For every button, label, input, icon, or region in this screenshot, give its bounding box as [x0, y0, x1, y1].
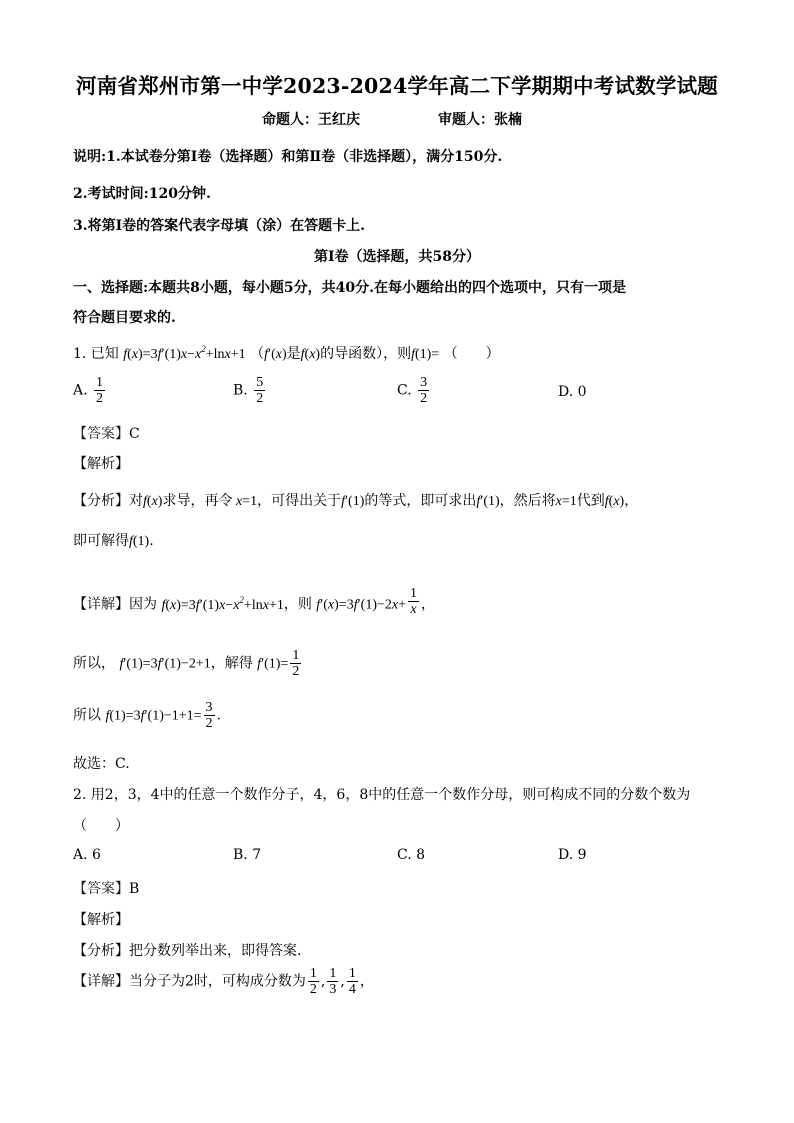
q1-detail-frac: $\frac{1}{x}$ — [410, 586, 418, 617]
q1-mid2: 是 — [286, 346, 301, 362]
note-2: 2.考试时间:120分钟. — [73, 186, 211, 202]
note-1-text: 说明:1.本试卷分第Ⅰ卷（选择题）和第Ⅱ卷（非选择题），满分150分. — [73, 149, 503, 165]
page-title: 河南省郑州市第一中学2023-2024学年高二下学期期中考试数学试题 — [76, 74, 718, 98]
q1-fenxi — [73, 490, 638, 510]
q1-formula: $f(x)=3f'(1)x-x^2+\ln x+1$ — [123, 344, 246, 362]
q1-step3-frac: $\frac{3}{2}$ — [205, 700, 213, 731]
q2-option-c: C. 8 — [397, 847, 426, 863]
q2-answer-tag: 【答案】 — [73, 881, 129, 897]
q1-step2-text-1: 所以， — [73, 655, 115, 672]
q1-step2-frac: $\frac{1}{2}$ — [292, 648, 300, 679]
q1-fenxi-tag: 【分析】 — [73, 493, 129, 509]
setter: 命题人：王红庆 — [262, 112, 360, 128]
q2-stem-1: 2. 用2，3，4中的任意一个数作分子，4，6，8中的任意一个数作分母，则可构成不同的分数个数为 — [73, 787, 691, 803]
q2-frac-2: $\frac{1}{3}$ — [329, 966, 337, 997]
q2-option-d: D. 9 — [558, 847, 587, 863]
q1-fenxi-text-2: 求导，再令 — [162, 493, 233, 509]
q1-option-b-frac: $\frac{5}{2}$ — [256, 375, 264, 406]
q2-detail-text: 当分子为2时，可构成分数为 — [129, 973, 306, 990]
q1-fenxi-text-4: 的等式，即可求出 — [364, 493, 477, 509]
q1-analysis-tag: 【解析】 — [73, 456, 129, 472]
q1-fenxi-x1: x=1 — [232, 494, 258, 509]
note-1 — [73, 146, 502, 166]
q1-fenxi-text-1: 对 — [129, 493, 143, 509]
q1-option-c-label: C. — [397, 382, 412, 399]
q1-derivative: f′(x) — [264, 347, 287, 362]
q2-fenxi-text: 把分数列举出来，即得答案. — [129, 943, 302, 959]
section-instruction-2: 符合题目要求的. — [73, 310, 176, 326]
q1-detail-text-3: ， — [421, 596, 436, 613]
q1-answer — [73, 423, 140, 443]
q1-detail-formula-1: $f(x)=3f'(1)x-x^2+\ln x+1$ — [161, 594, 284, 613]
q2-frac-3: $\frac{1}{4}$ — [348, 966, 356, 997]
q1-step3-text: 所以 — [73, 707, 101, 724]
q1-fenxi-text-7: ， — [624, 493, 639, 509]
q1-detail — [73, 586, 436, 617]
q2-answer — [73, 878, 139, 898]
q1-fenxi-text-6: 代到 — [576, 493, 605, 509]
q1-step2-text-2: ，解得 — [210, 655, 253, 672]
q1-option-c-frac: $\frac{3}{2}$ — [420, 375, 428, 406]
q1-step3: 所以 f(1)=3f′(1)−1+1= $\frac{3}{2}$ . — [73, 700, 221, 731]
q1-fenxi-x1b: x=1 — [555, 494, 577, 509]
q1-fenxi-text-5: ，然后将 — [499, 493, 556, 509]
q1-step3-formula: f(1)=3f′(1)−1+1= — [105, 708, 202, 724]
q1-f1: f(1)= — [411, 347, 440, 362]
q1-fenxi-line2-end: . — [149, 533, 154, 549]
q2-fenxi — [73, 940, 301, 960]
q1-fenxi-f1: f(1) — [129, 534, 150, 549]
q1-option-a-label: A. — [73, 382, 88, 399]
q2-detail-tag: 【详解】 — [73, 973, 129, 990]
q2-answer-value: B — [129, 881, 140, 897]
q1-option-a-frac: $\frac{1}{2}$ — [96, 375, 104, 406]
q1-prefix: 1. 已知 — [73, 346, 119, 362]
q1-fenxi-fp1: f′(1) — [341, 494, 365, 509]
q1-detail-text-2: ，则 — [283, 596, 312, 613]
q1-fenxi-fx: f(x) — [143, 494, 163, 509]
q1-blank: （ ） — [443, 346, 500, 362]
q1-fenxi-line2 — [73, 530, 154, 550]
q1-detail-tag: 【详解】 — [73, 596, 129, 613]
q1-stem — [73, 343, 500, 363]
q1-detail-formula-2: f′(x)=3f′(1)−2x+ — [316, 597, 407, 613]
reviewer: 审题人：张楠 — [438, 112, 522, 128]
q2-stem-2: （ ） — [73, 818, 129, 834]
q1-mid3: 的导函数），则 — [320, 346, 412, 362]
q1-detail-text-1: 因为 — [129, 596, 157, 613]
q1-choose: 故选：C. — [73, 756, 130, 772]
q1-fenxi-text-3: ，可得出关于 — [257, 493, 342, 509]
q1-option-a — [73, 375, 107, 406]
section-instruction-1: 一、选择题:本题共8小题，每小题5分，共40分.在每小题给出的四个选项中，只有一项是 — [73, 280, 627, 296]
section-heading: 第Ⅰ卷（选择题，共58分） — [313, 249, 481, 265]
q1-option-c — [397, 375, 431, 406]
q1-answer-value: C — [129, 426, 140, 442]
q2-frac-1: $\frac{1}{2}$ — [309, 966, 317, 997]
q1-mid1: （ — [250, 346, 265, 362]
q2-fenxi-tag: 【分析】 — [73, 943, 129, 959]
q1-fenxi-line2-text: 即可解得 — [73, 533, 129, 549]
q1-step2 — [73, 648, 303, 679]
q1-option-b — [233, 375, 267, 406]
q2-analysis-tag: 【解析】 — [73, 912, 129, 928]
q1-answer-tag: 【答案】 — [73, 426, 129, 442]
q1-step2-result: f′(1)= — [257, 656, 289, 672]
q1-option-b-label: B. — [233, 382, 248, 399]
q2-detail: 【详解】当分子为2时，可构成分数为 $\frac{1}{2}$ , $\frac{1}{3}$ , $\frac{1}{4}$ ， — [73, 966, 374, 997]
q1-fenxi-fxb: f(x) — [604, 494, 625, 509]
q1-fx: f(x) — [300, 347, 321, 362]
note-3: 3.将第Ⅰ卷的答案代表字母填（涂）在答题卡上. — [73, 218, 366, 234]
q1-fenxi-fp1b: f′(1) — [476, 494, 500, 509]
q1-option-d: D. 0 — [558, 384, 587, 400]
q2-option-a: A. 6 — [73, 847, 101, 863]
q2-option-b: B. 7 — [233, 847, 262, 863]
q1-step2-formula: f′(1)=3f′(1)−2+1 — [119, 656, 211, 672]
